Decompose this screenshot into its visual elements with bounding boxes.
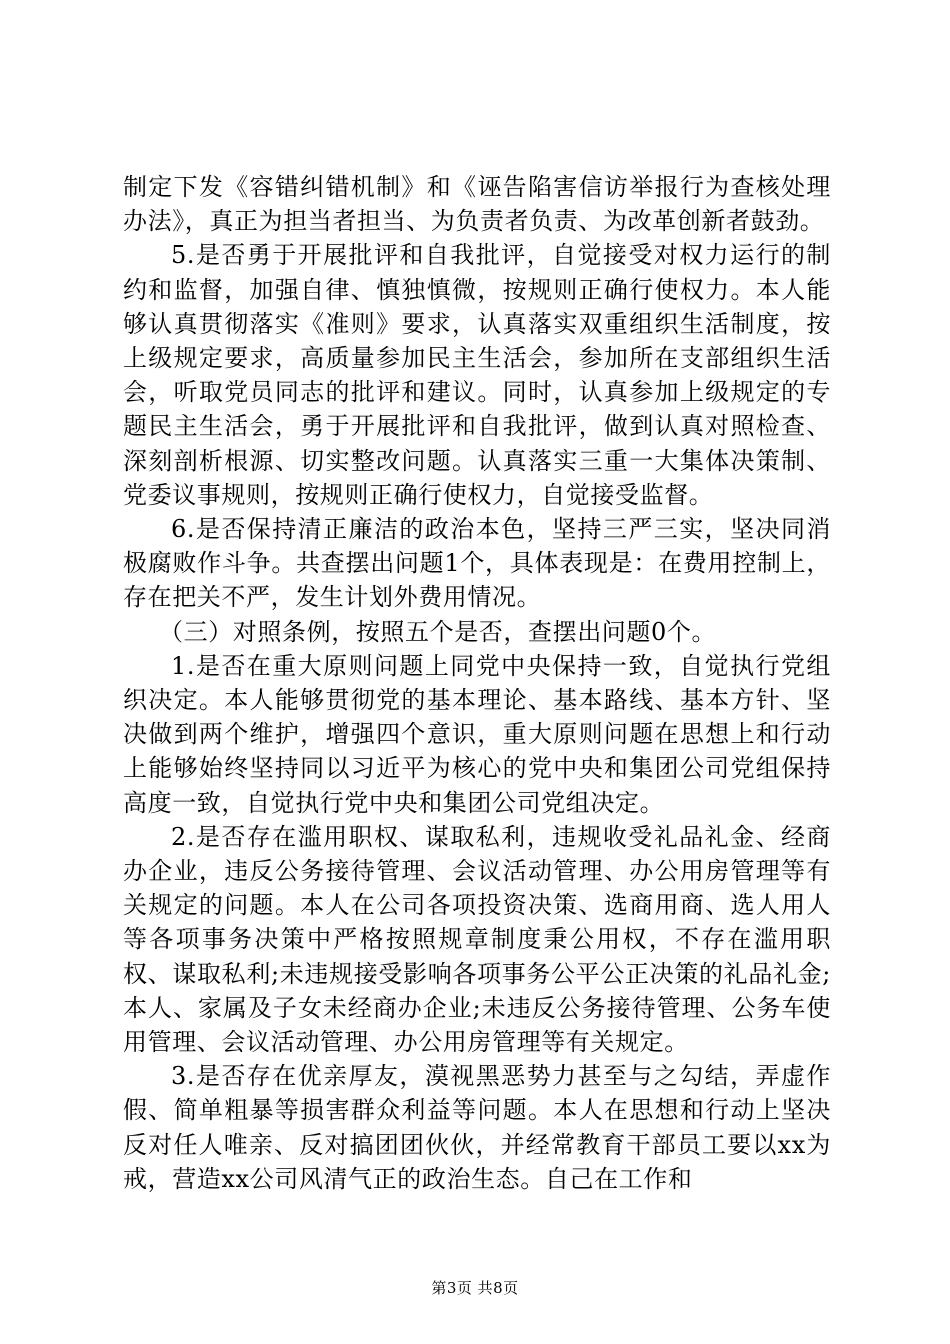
paragraph-item-1: 1.是否在重大原则问题上同党中央保持一致，自觉执行党组织决定。本人能够贯彻党的基本理论、基本路线、基本方针、坚决做到两个维护，增强四个意识，重大原则问题在思想上和行动上能够始终坚持同以习近平为核心的党中央和集团公司党组保持高度一致，自觉执行党中央和集团公司党组决定。 [123, 651, 831, 817]
section-heading-three: （三）对照条例，按照五个是否，查摆出问题0个。 [159, 617, 717, 646]
page-number-footer: 第3页 共8页 [431, 1279, 519, 1297]
paragraph-item-5: 5.是否勇于开展批评和自我批评，自觉接受对权力运行的制约和监督，加强自律、慎独慎微，按规则正确行使权力。本人能够认真贯彻落实《准则》要求，认真落实双重组织生活制度，按上级规定要求，高质量参加民主生活会，参加所在支部组织生活会，听取党员同志的批评和建议。同时，认真参加上级规定的专题民主生活会，勇于开展批评和自我批评，做到认真对照检查、深刻剖析根源、切实整改问题。认真落实三重一大集体决策制、党委议事规则，按规则正确行使权力，自觉接受监督。 [123, 241, 831, 509]
paragraph-continuation: 制定下发《容错纠错机制》和《诬告陷害信访举报行为查核处理办法》，真正为担当者担当、为负责者负责、为改革创新者鼓劲。 [123, 173, 831, 236]
paragraph-item-3: 3.是否存在优亲厚友，漠视黑恶势力甚至与之勾结，弄虚作假、简单粗暴等损害群众利益等问题。本人在思想和行动上坚决反对任人唯亲、反对搞团团伙伙，并经常教育干部员工要以xx为戒，营造xx公司风清气正的政治生态。自己在工作和 [123, 1062, 831, 1193]
document-body [123, 170, 831, 1196]
paragraph-item-2: 2.是否存在滥用职权、谋取私利，违规收受礼品礼金、经商办企业，违反公务接待管理、会议活动管理、办公用房管理等有关规定的问题。本人在公司各项投资决策、选商用商、选人用人等各项事务决策中严格按照规章制度秉公用权，不存在滥用职权、谋取私利;未违规接受影响各项事务公平公正决策的礼品礼金;本人、家属及子女未经商办企业;未违反公务接待管理、公务车使用管理、会议活动管理、办公用房管理等有关规定。 [123, 822, 831, 1057]
paragraph-item-6: 6.是否保持清正廉洁的政治本色，坚持三严三实，坚决同消极腐败作斗争。共查摆出问题1个，具体表现是：在费用控制上，存在把关不严，发生计划外费用情况。 [123, 515, 831, 612]
